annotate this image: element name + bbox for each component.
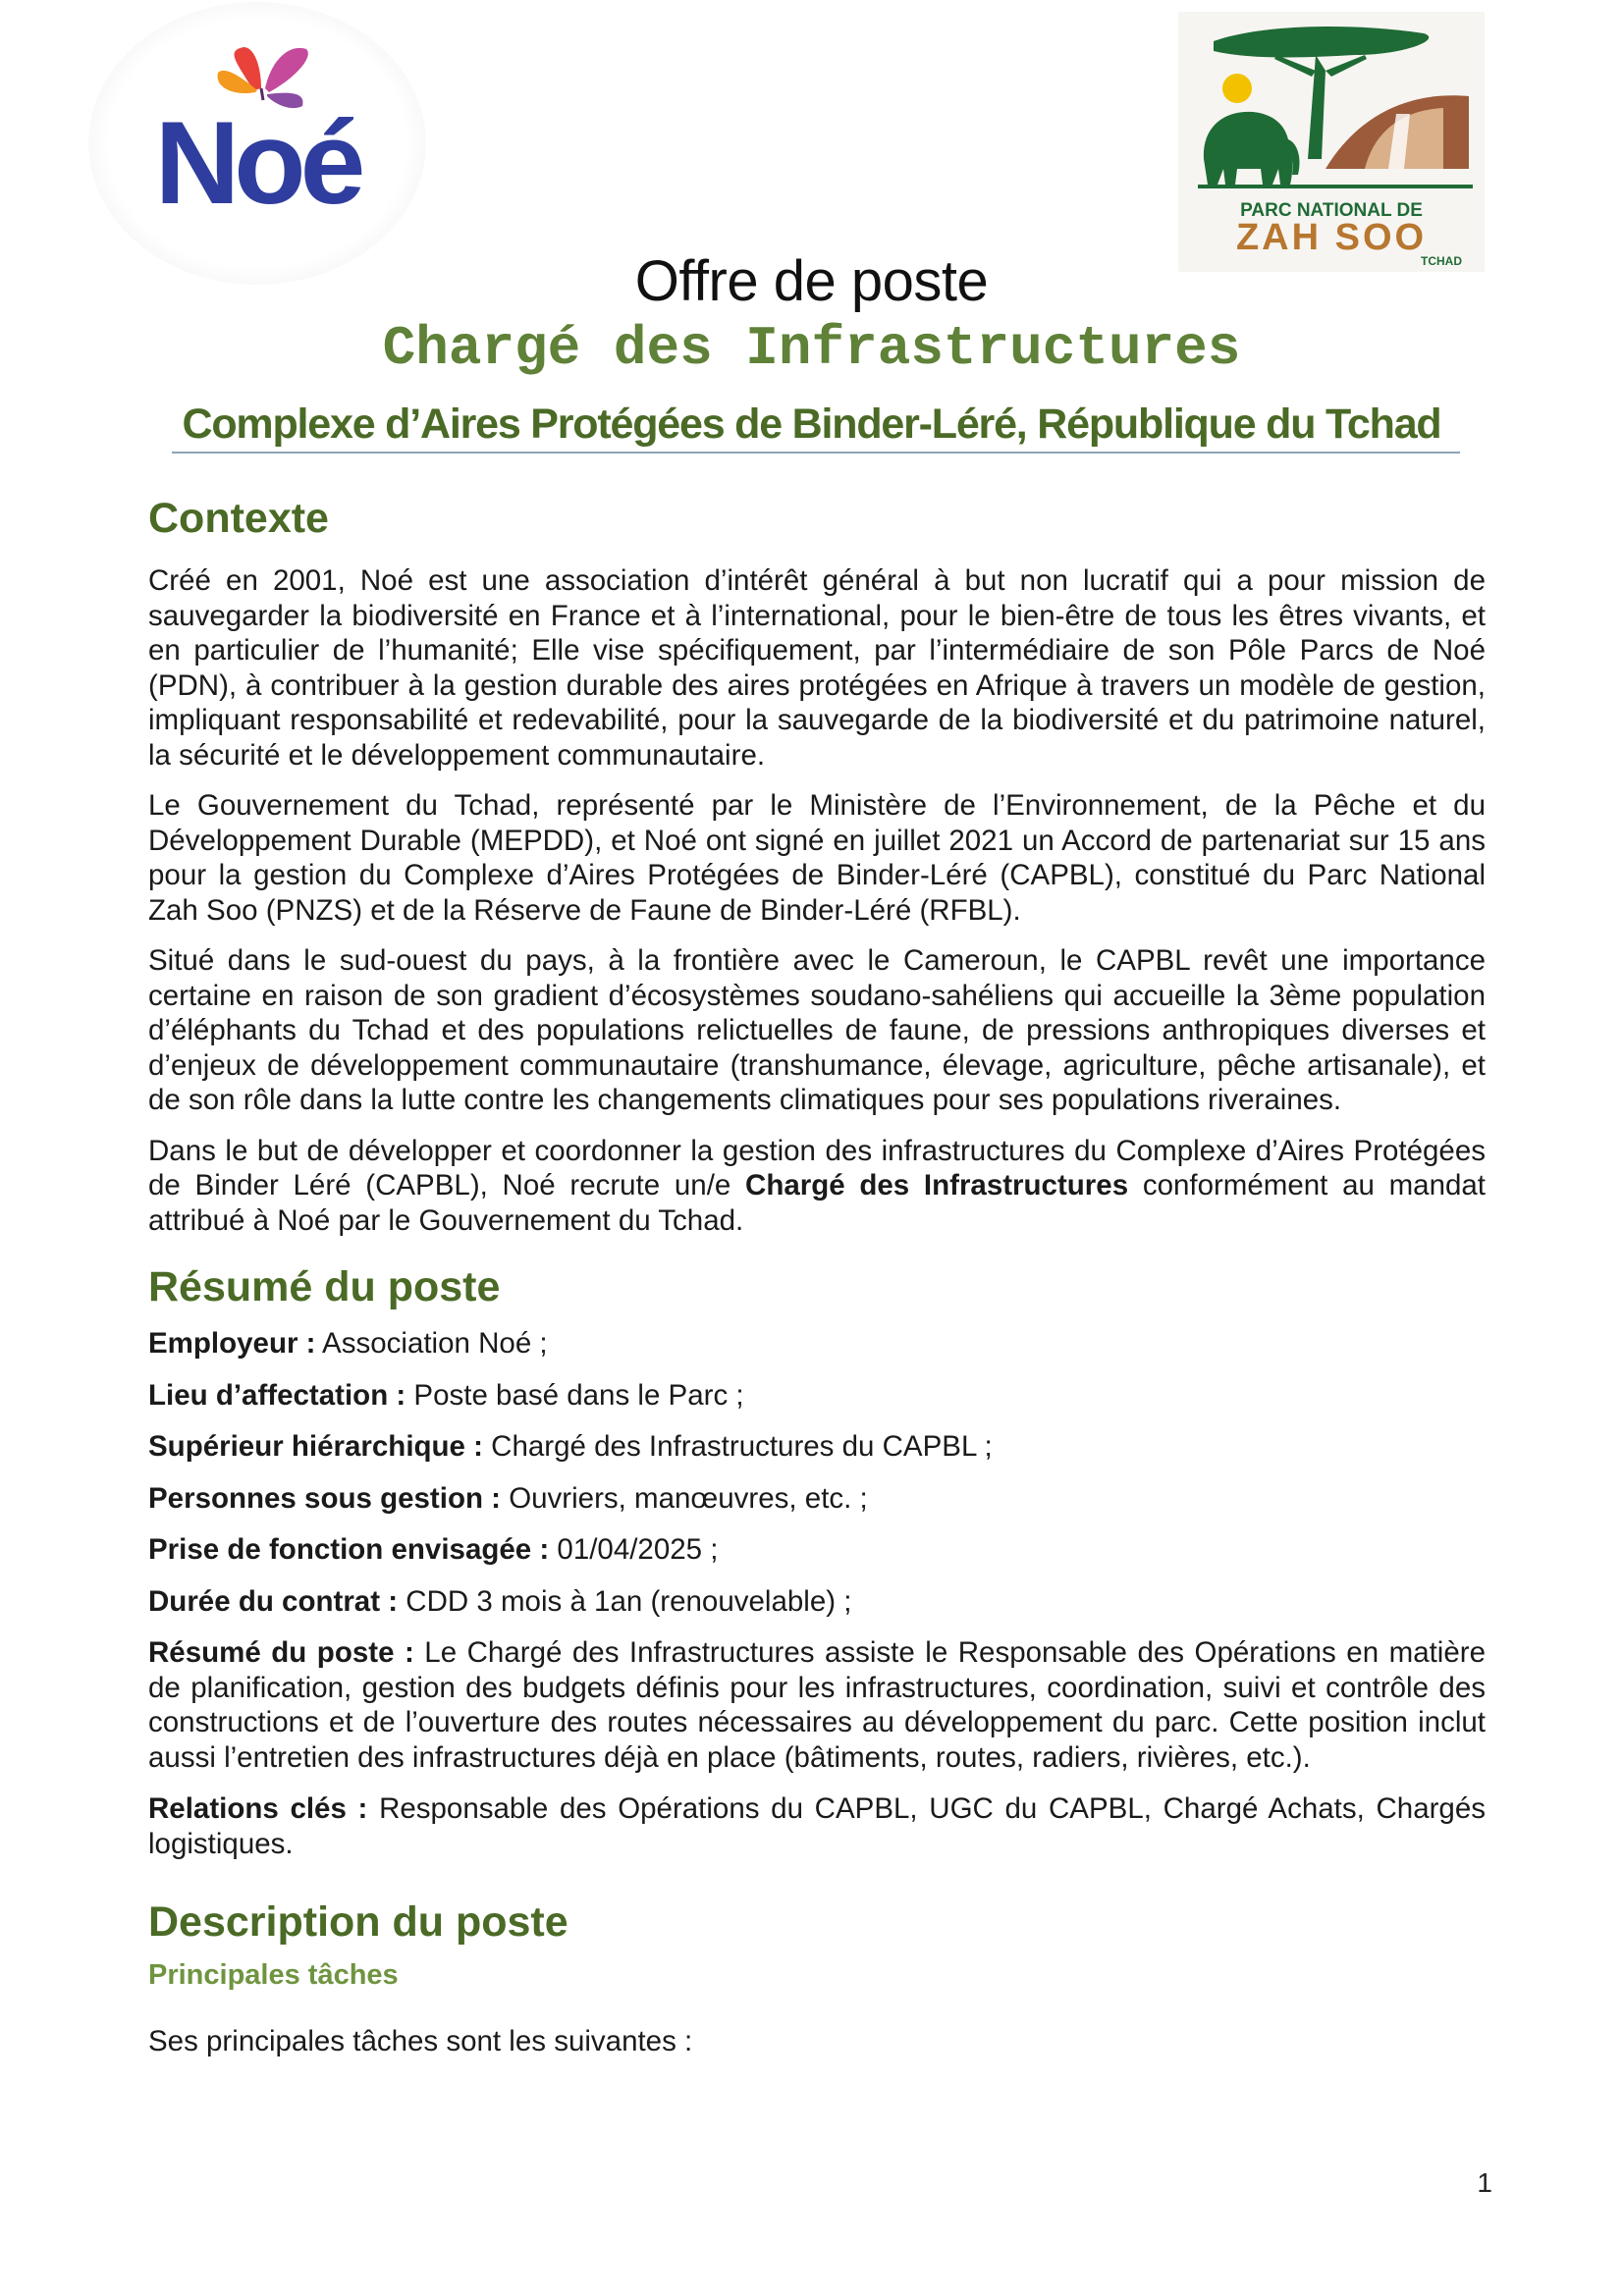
summary-value: Le Chargé des Infrastructures assiste le Responsable des Opérations en matière de planification, gestion des budgets définis pour les infrastructures, coordination, suivi et contrôle des constructions et de l’ouverture des routes nécessaires au développement du parc. Cette position inclut aussi l’entretien des infrastructures déjà en place (bâtiments, routes, radiers, rivières, etc.). bbox=[148, 1636, 1486, 1774]
header-divider bbox=[172, 452, 1460, 454]
svg-text:Noé: Noé bbox=[154, 97, 360, 229]
job-title: Chargé des Infrastructures bbox=[382, 317, 1241, 380]
summary-item-start-date bbox=[148, 1532, 1486, 1568]
context-p4-end: conformément au mandat attribué à Noé par le Gouvernement du Tchad. bbox=[148, 1169, 1486, 1237]
svg-text:TCHAD: TCHAD bbox=[1421, 254, 1462, 268]
context-section bbox=[148, 491, 1486, 1238]
summary-heading: Résumé du poste bbox=[148, 1263, 501, 1310]
summary-value: CDD 3 mois à 1an (renouvelable) ; bbox=[398, 1584, 852, 1618]
svg-text:ZAH SOO: ZAH SOO bbox=[1235, 217, 1428, 258]
context-paragraph-2: Le Gouvernement du Tchad, représenté par le Ministère de l’Environnement, de la Pêche et du Développement Durable (MEPDD), et Noé ont signé en juillet 2021 un Accord de partenariat sur 15 ans pour la gestion du Complexe d’Aires Protégées de Binder-Léré (CAPBL), constitué du Parc National Zah Soo (PNZS) et de la Réserve de Faune de Binder-Léré (RFBL). bbox=[148, 789, 1486, 927]
summary-label: Supérieur hiérarchique : bbox=[148, 1430, 483, 1463]
zah-soo-logo bbox=[1178, 12, 1485, 272]
summary-label: Prise de fonction envisagée : bbox=[148, 1533, 550, 1566]
context-paragraph-3: Situé dans le sud-ouest du pays, à la frontière avec le Cameroun, le CAPBL revêt une importance certaine en raison de son gradient d’écosystèmes soudano-sahéliens qui accueille la 3ème population d’éléphants du Tchad et des populations relictuelles de faune, de pressions anthropiques diverses et d’enjeux de développement communautaire (transhumance, élevage, agriculture, pêche artisanale), et de son rôle dans la lutte contre les changements climatiques pour ses populations riveraines. bbox=[148, 944, 1486, 1116]
offer-title: Offre de poste bbox=[634, 249, 989, 313]
summary-item-relations bbox=[148, 1791, 1486, 1861]
summary-label: Relations clés : bbox=[148, 1792, 368, 1825]
document-header bbox=[0, 247, 1623, 452]
summary-item-overview bbox=[148, 1635, 1486, 1775]
summary-label: Durée du contrat : bbox=[148, 1584, 399, 1618]
description-section bbox=[148, 1895, 1486, 2059]
summary-label: Lieu d’affectation : bbox=[148, 1378, 406, 1412]
summary-label: Résumé du poste : bbox=[148, 1636, 414, 1669]
context-paragraph-1: Créé en 2001, Noé est une association d’intérêt général à but non lucratif qui a pour mission de sauvegarder la biodiversité en France et à l’international, pour le bien-être de tous les êtres vivants, et en particulier de l’humanité; Elle vise spécifiquement, par l’intermédiaire de son Pôle Parcs de Noé (PDN), à contribuer à la gestion durable des aires protégées en Afrique à travers un modèle de gestion, impliquant responsabilité et redevabilité, pour la sauvegarde de la biodiversité et du patrimoine naturel, la sécurité et le développement communautaire. bbox=[148, 564, 1486, 772]
summary-value: Ouvriers, manœuvres, etc. ; bbox=[501, 1481, 868, 1515]
principal-tasks-heading: Principales tâches bbox=[148, 1959, 399, 1991]
summary-label: Personnes sous gestion : bbox=[148, 1481, 501, 1515]
tasks-lead: Ses principales tâches sont les suivantes : bbox=[148, 2025, 693, 2057]
context-p4-role: Chargé des Infrastructures bbox=[745, 1169, 1129, 1201]
summary-section bbox=[148, 1259, 1486, 1861]
summary-label: Employeur : bbox=[148, 1327, 316, 1360]
summary-value: Chargé des Infrastructures du CAPBL ; bbox=[482, 1430, 993, 1463]
elephant-tree-logo-icon bbox=[1178, 12, 1485, 272]
summary-item-location bbox=[148, 1378, 1486, 1414]
context-paragraph-4 bbox=[148, 1134, 1486, 1239]
context-heading: Contexte bbox=[148, 495, 329, 542]
summary-value: 01/04/2025 ; bbox=[549, 1533, 719, 1566]
noe-logo bbox=[88, 2, 426, 285]
document-body bbox=[148, 491, 1486, 2075]
summary-item-staff bbox=[148, 1481, 1486, 1517]
context-p4-start: Dans le but de développer et coordonner la gestion des infrastructures du Complexe d’Aires Protégées de Binder Léré (CAPBL), Noé recrute un/e bbox=[148, 1134, 1486, 1201]
summary-value: Association Noé ; bbox=[315, 1327, 548, 1360]
summary-value: Poste basé dans le Parc ; bbox=[406, 1378, 744, 1412]
page-number: 1 bbox=[1477, 2167, 1492, 2198]
summary-item-employer bbox=[148, 1326, 1486, 1362]
svg-text:PARC NATIONAL DE: PARC NATIONAL DE bbox=[1240, 200, 1423, 221]
complex-title: Complexe d’Aires Protégées de Binder-Léré, République du Tchad bbox=[182, 400, 1441, 448]
noe-butterfly-logo-icon bbox=[88, 2, 426, 285]
description-heading: Description du poste bbox=[148, 1898, 568, 1946]
summary-value: Responsable des Opérations du CAPBL, UGC du CAPBL, Chargé Achats, Chargés logistiques. bbox=[148, 1792, 1486, 1860]
summary-item-contract bbox=[148, 1584, 1486, 1620]
summary-item-supervisor bbox=[148, 1429, 1486, 1465]
